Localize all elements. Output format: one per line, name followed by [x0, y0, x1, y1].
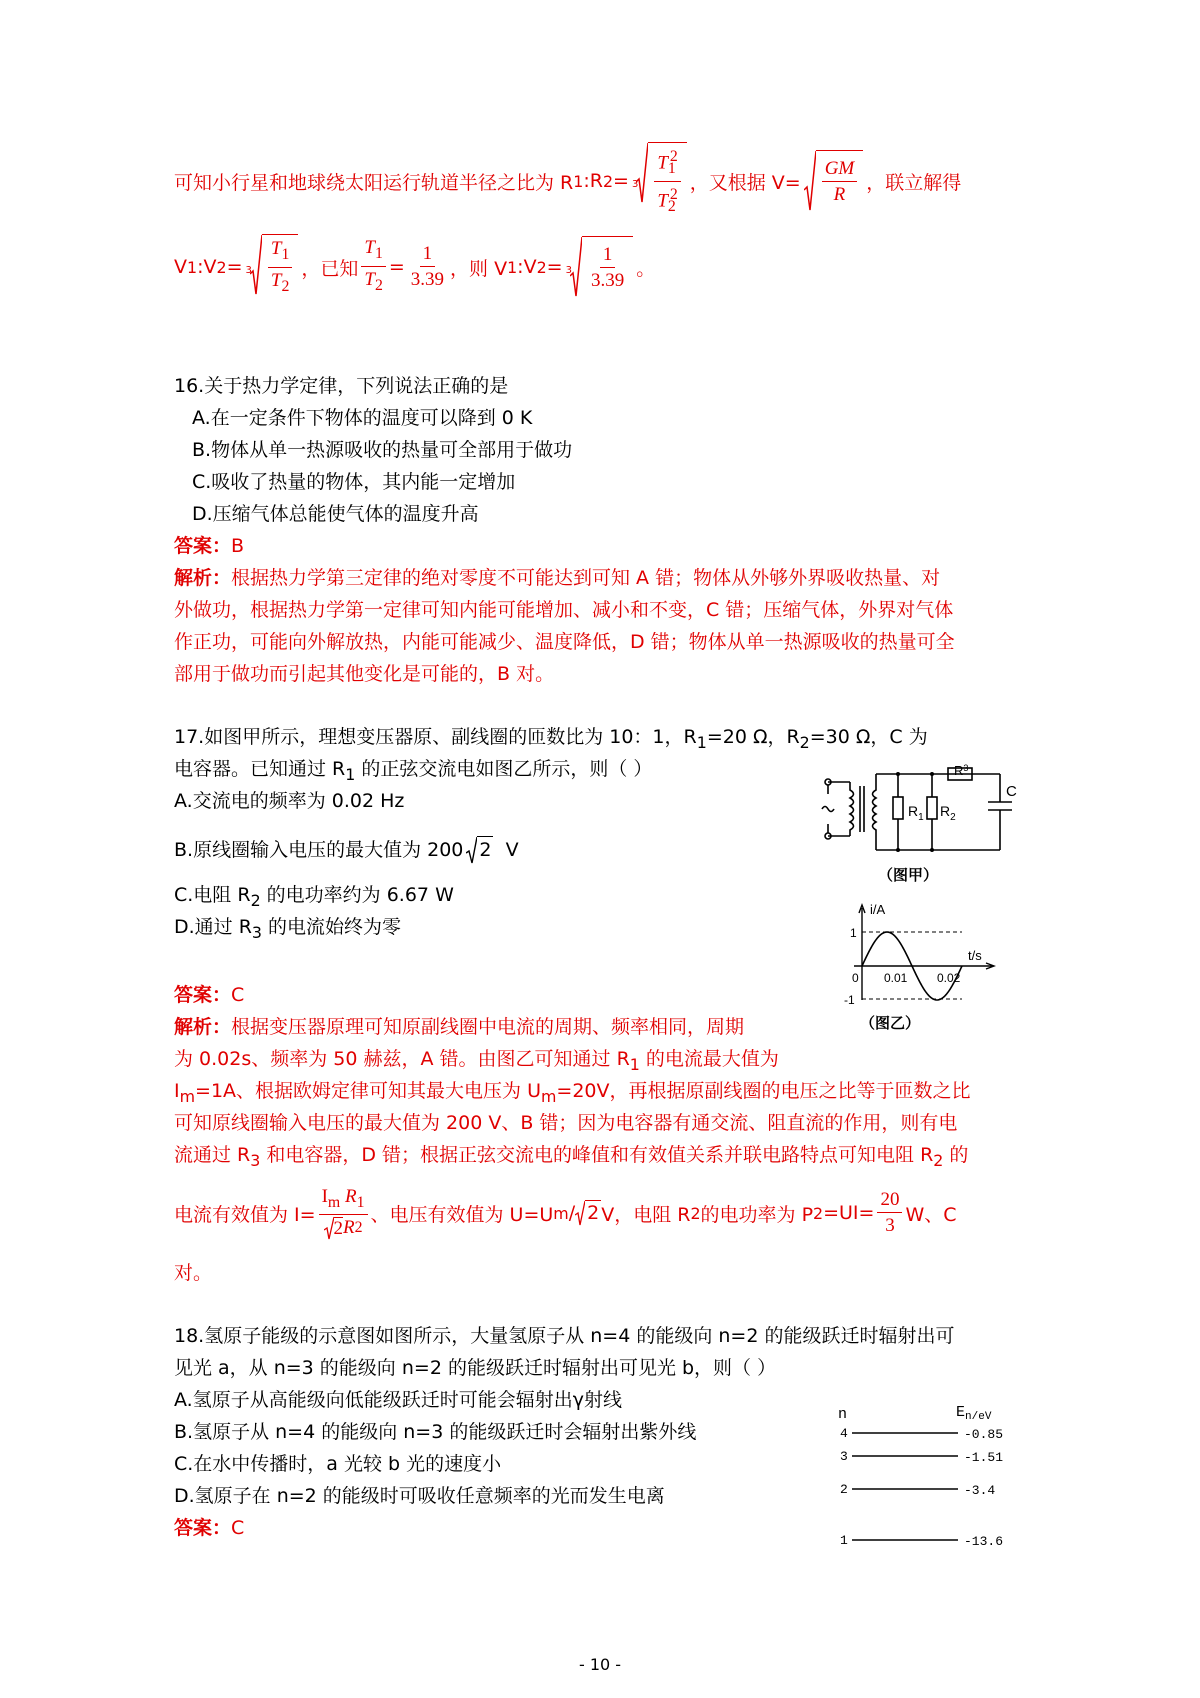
q17-option-c: C.电阻 $R_2$ 的电功率约为 6.67 W: [174, 884, 454, 910]
q18-stem-line-2: 见光 a，从 n=3 的能级向 n=2 的能级跃迁时辐射出可见光 b，则（ ）: [174, 1357, 777, 1379]
intro-line-2: V 1 :V 2 = 3 $\frac{T_1}{T_2}$ ，已知 $\frac{T_1}{T_2}$ = $\frac{1}{3.39}$ ，则 V 1 :V 2 = 3 $\frac{1}{3.39}$ 。: [174, 236, 655, 298]
x-tick-002: 0.02: [937, 971, 961, 985]
level-energy-label: -13.6: [964, 1534, 1004, 1549]
q16-analysis-line-1: 解析：根据热力学第三定律的绝对零度不可能达到可知 A 错；物体从外够外界吸收热量、对: [174, 567, 941, 589]
q18-option-c: C.在水中传播时，a 光较 b 光的速度小: [174, 1453, 502, 1475]
level-energy-label: -0.85: [964, 1427, 1004, 1442]
cube-root-3: 3 $\frac{1}{3.39}$: [566, 236, 634, 298]
x-axis-label: t/s: [968, 948, 982, 963]
fraction-20-3: $\frac{20}{3}$: [877, 1188, 902, 1239]
q17-analysis-line-1: 解析：根据变压器原理可知原副线圈中电流的周期、频率相同，周期: [174, 1016, 745, 1038]
q17-analysis-line-7: 对。: [174, 1262, 213, 1284]
cube-root-1: 3 $\frac{T_1^2}{T_2^2}$: [632, 142, 687, 220]
intro-line-1: 可知小行星和地球绕太阳运行轨道半径之比为 R 1 :R 2 = 3 $\frac{T_1^2}{T_2^2}$ ，又根据 V= $\frac{GM}{R}$ ，联立解得: [174, 150, 961, 212]
level-n-label: 3: [840, 1449, 848, 1464]
q17-option-d: D.通过 $R_3$ 的电流始终为零: [174, 916, 402, 942]
level-n-label: 4: [840, 1426, 848, 1441]
ac-source-symbol: [822, 807, 834, 812]
q17-stem-line-2: 电容器。已知通过 $R_1$ 的正弦交流电如图乙所示，则（ ）: [174, 758, 653, 784]
q17-analysis-line-6: 电流有效值为 I= $I_m$ $R_1$ 2 R 2 、电压有效值为 U=U m / 2 V，电阻 R 2 的电功率为 P 2 =UI= $\frac{20}{3}$ W、C: [174, 1180, 957, 1246]
level-n-label: 2: [840, 1482, 848, 1497]
q17-stem-line-1: 17.如图甲所示，理想变压器原、副线圈的匝数比为 10：1，$R_1=20$ Ω，$R_2=30$ Ω，C 为: [174, 726, 928, 752]
q16-option-a: A.在一定条件下物体的温度可以降到 0 K: [192, 407, 533, 429]
origin-label: 0: [852, 971, 859, 985]
level-energy-label: -3.4: [964, 1483, 996, 1498]
r2-label: $R_2$: [940, 803, 956, 823]
q18-answer: 答案：C: [174, 1517, 245, 1539]
fraction-t1sq-t2sq: $\frac{T_1^2}{T_2^2}$: [654, 145, 680, 220]
n-header: n: [838, 1406, 848, 1423]
q17-answer: 答案：C: [174, 984, 245, 1006]
y-axis-label: i/A: [870, 902, 886, 917]
y-tick-neg: -1: [844, 993, 855, 1007]
figure-jia-caption: （图甲）: [878, 866, 939, 884]
x-tick-001: 0.01: [884, 971, 908, 985]
q17-option-a: A.交流电的频率为 0.02 Hz: [174, 790, 405, 812]
capacitor-label: C: [1006, 783, 1017, 800]
q17-option-b: B.原线圈输入电压的最大值为 200 2 V: [174, 836, 519, 864]
q17-analysis-line-5: 流通过 $R_3$ 和电容器，D 错；根据正弦交流电的峰值和有效值关系并联电路特点可知电阻 $R_2$ 的: [174, 1144, 969, 1170]
q16-option-b: B.物体从单一热源吸收的热量可全部用于做功: [192, 439, 573, 461]
level-n-label: 1: [840, 1533, 848, 1548]
figure-yi-caption: （图乙）: [860, 1014, 921, 1032]
q18-option-a: A.氢原子从高能级向低能级跃迁时可能会辐射出γ射线: [174, 1389, 622, 1411]
page-number: - 10 -: [578, 1655, 622, 1674]
q18-option-d: D.氢原子在 n=2 的能级时可吸收任意频率的光而发生电离: [174, 1485, 665, 1507]
level-energy-label: -1.51: [964, 1450, 1004, 1465]
q16-option-d: D.压缩气体总能使气体的温度升高: [192, 503, 479, 525]
energy-level-diagram: [828, 1400, 1018, 1560]
q16-analysis-line-4: 部用于做功而引起其他变化是可能的，B 对。: [174, 663, 555, 685]
r1-label: $R_1$: [908, 803, 924, 823]
q16-answer: 答案：B: [174, 535, 245, 557]
y-tick-pos: 1: [850, 926, 857, 940]
q18-option-b: B.氢原子从 n=4 的能级向 n=3 的能级跃迁时会辐射出紫外线: [174, 1421, 697, 1443]
q18-stem-line-1: 18.氢原子能级的示意图如图所示，大量氢原子从 n=4 的能级向 n=2 的能级跃迁时辐射出可: [174, 1325, 955, 1347]
q16-stem: 16.关于热力学定律，下列说法正确的是: [174, 375, 509, 397]
q16-option-c: C.吸收了热量的物体，其内能一定增加: [192, 471, 516, 493]
energy-header: $E_{n/eV}$: [956, 1404, 992, 1423]
q17-analysis-line-3: $I_m=1A$、根据欧姆定律可知其最大电压为 $U_m=20V$，再根据原副线圈的电压之比等于匝数之比: [174, 1080, 971, 1106]
cube-root-2: 3 $\frac{T_1}{T_2}$: [245, 234, 298, 300]
q16-analysis-line-3: 作正功，可能向外解放热，内能可能减少、温度降低，D 错；物体从单一热源吸收的热量可全: [174, 631, 955, 653]
q17-analysis-line-2: 为 0.02s、频率为 50 赫兹，A 错。由图乙可知通过 $R_1$ 的电流最大值为: [174, 1048, 779, 1074]
sqrt-2-red: 2: [575, 1200, 601, 1226]
circuit-diagram-jia: [820, 762, 1020, 890]
fraction-im-r1: $I_m$ $R_1$ 2 R 2: [319, 1185, 368, 1242]
sqrt-2: 2: [466, 836, 493, 864]
q17-analysis-line-4: 可知原线圈输入电压的最大值为 200 V、B 错；因为电容器有通交流、阻直流的作用，则有电: [174, 1112, 958, 1134]
sqrt-gm-r: $\frac{GM}{R}$: [804, 150, 864, 212]
current-graph-yi: [832, 900, 1002, 1035]
r3-label: R3: [954, 762, 969, 778]
q16-analysis-line-2: 外做功，根据热力学第一定律可知内能可能增加、减小和不变，C 错；压缩气体，外界对气体: [174, 599, 954, 621]
